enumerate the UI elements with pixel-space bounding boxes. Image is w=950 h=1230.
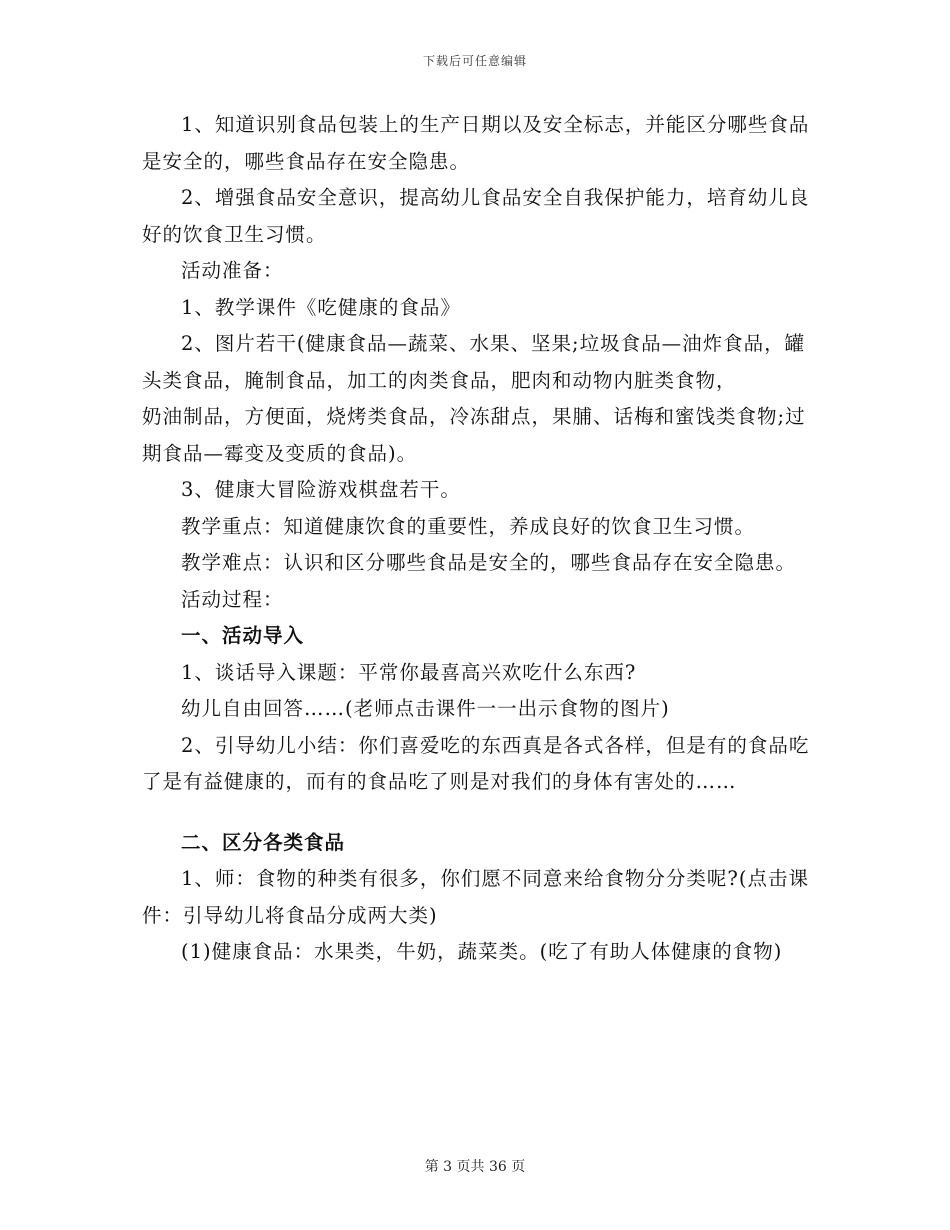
paragraph-classify-1: 1、师：食物的种类有很多，你们愿不同意来给食物分分类呢?(点击课件：引导幼儿将食品分成两大类) bbox=[142, 867, 809, 927]
paragraph-objective-1: 1、知道识别食品包装上的生产日期以及安全标志，并能区分哪些食品是安全的，哪些食品存在安全隐患。 bbox=[142, 113, 810, 173]
paragraph-intro-answer: 幼儿自由回答……(老师点击课件一一出示食物的图片) bbox=[181, 697, 670, 720]
paragraph-preparation-1: 1、教学课件《吃健康的食品》 bbox=[181, 295, 461, 319]
paragraph-intro-2: 2、引导幼儿小结：你们喜爱吃的东西真是各式各样，但是有的食品吃了是有益健康的，而有的食品吃了则是对我们的身体有害处的…… bbox=[142, 733, 810, 793]
paragraph-process-title: 活动过程： bbox=[181, 587, 284, 611]
document-body bbox=[142, 107, 810, 971]
paragraph-preparation-title: 活动准备： bbox=[181, 259, 284, 282]
section-heading-intro: 一、活动导入 bbox=[181, 624, 305, 647]
section-heading-classify: 二、区分各类食品 bbox=[181, 830, 346, 854]
paragraph-objective-2: 2、增强食品安全意识，提高幼儿食品安全自我保护能力，培育幼儿良好的饮食卫生习惯。 bbox=[142, 186, 810, 246]
paragraph-key-point: 教学重点：知道健康饮食的重要性，养成良好的饮食卫生习惯。 bbox=[181, 514, 756, 538]
paragraph-intro-1: 1、谈话导入课题：平常你最喜高兴欢吃什么东西? bbox=[181, 660, 637, 684]
page-footer: 第 3 页共 36 页 bbox=[424, 1159, 526, 1175]
page-header: 下载后可任意编辑 bbox=[422, 54, 527, 68]
paragraph-difficulty: 教学难点：认识和区分哪些食品是安全的，哪些食品存在安全隐患。 bbox=[181, 551, 797, 574]
paragraph-classify-healthy: (1)健康食品：水果类，牛奶，蔬菜类。(吃了有助人体健康的食物) bbox=[181, 940, 783, 963]
paragraph-preparation-2: 2、图片若干(健康食品—蔬菜、水果、坚果;垃圾食品—油炸食品，罐头类食品，腌制食品，加工的肉类食品，肥肉和动物内脏类食物， bbox=[142, 332, 806, 392]
paragraph-preparation-3: 3、健康大冒险游戏棋盘若干。 bbox=[181, 478, 461, 501]
paragraph-preparation-2-cont: 奶油制品，方便面，烧烤类食品，冷冻甜点，果脯、话梅和蜜饯类食物;过期食品—霉变及变质的食品)。 bbox=[142, 405, 806, 465]
